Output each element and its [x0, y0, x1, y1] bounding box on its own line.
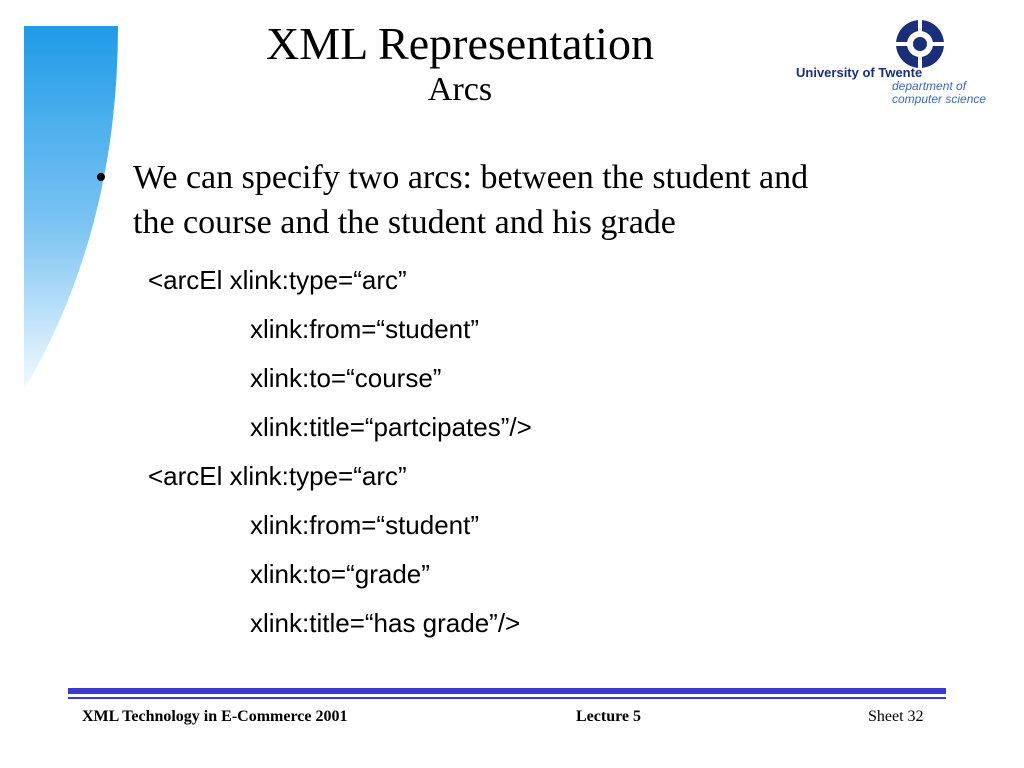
footer-lecture: Lecture 5: [576, 708, 642, 725]
code-line: xlink:from=“student”: [250, 510, 480, 540]
department-line-2: computer science: [892, 92, 987, 106]
footer-course-title: XML Technology in E-Commerce 2001: [82, 708, 348, 725]
code-line: <arcEl xlink:type=“arc”: [148, 461, 407, 491]
slide-subtitle: Arcs: [427, 71, 493, 108]
code-line: xlink:title=“has grade”/>: [250, 608, 521, 638]
bullet-item: [95, 155, 975, 245]
bullet-text-line-2: the course and the student and his grade: [133, 204, 676, 241]
code-line: xlink:to=“course”: [250, 363, 442, 393]
footer-divider-thin: [68, 697, 946, 699]
bullet-text-line-1: We can specify two arcs: between the student and: [133, 159, 809, 196]
slide-title: XML Representation: [266, 18, 654, 69]
bullet-icon: •: [95, 159, 107, 196]
code-line: xlink:from=“student”: [250, 314, 480, 344]
title-block: [200, 18, 720, 110]
slide-body: [95, 155, 975, 245]
university-logo: [790, 18, 1020, 118]
code-line: xlink:title=“partcipates”/>: [250, 412, 532, 442]
footer-divider: [68, 688, 946, 694]
university-name: University of Twente: [796, 65, 923, 80]
code-line: xlink:to=“grade”: [250, 559, 430, 589]
department-name: [892, 80, 986, 106]
department-line-1: department of: [892, 79, 967, 93]
footer-sheet-number: Sheet 32: [868, 708, 924, 725]
code-line: <arcEl xlink:type=“arc”: [148, 265, 407, 295]
university-emblem-icon: [894, 18, 946, 70]
